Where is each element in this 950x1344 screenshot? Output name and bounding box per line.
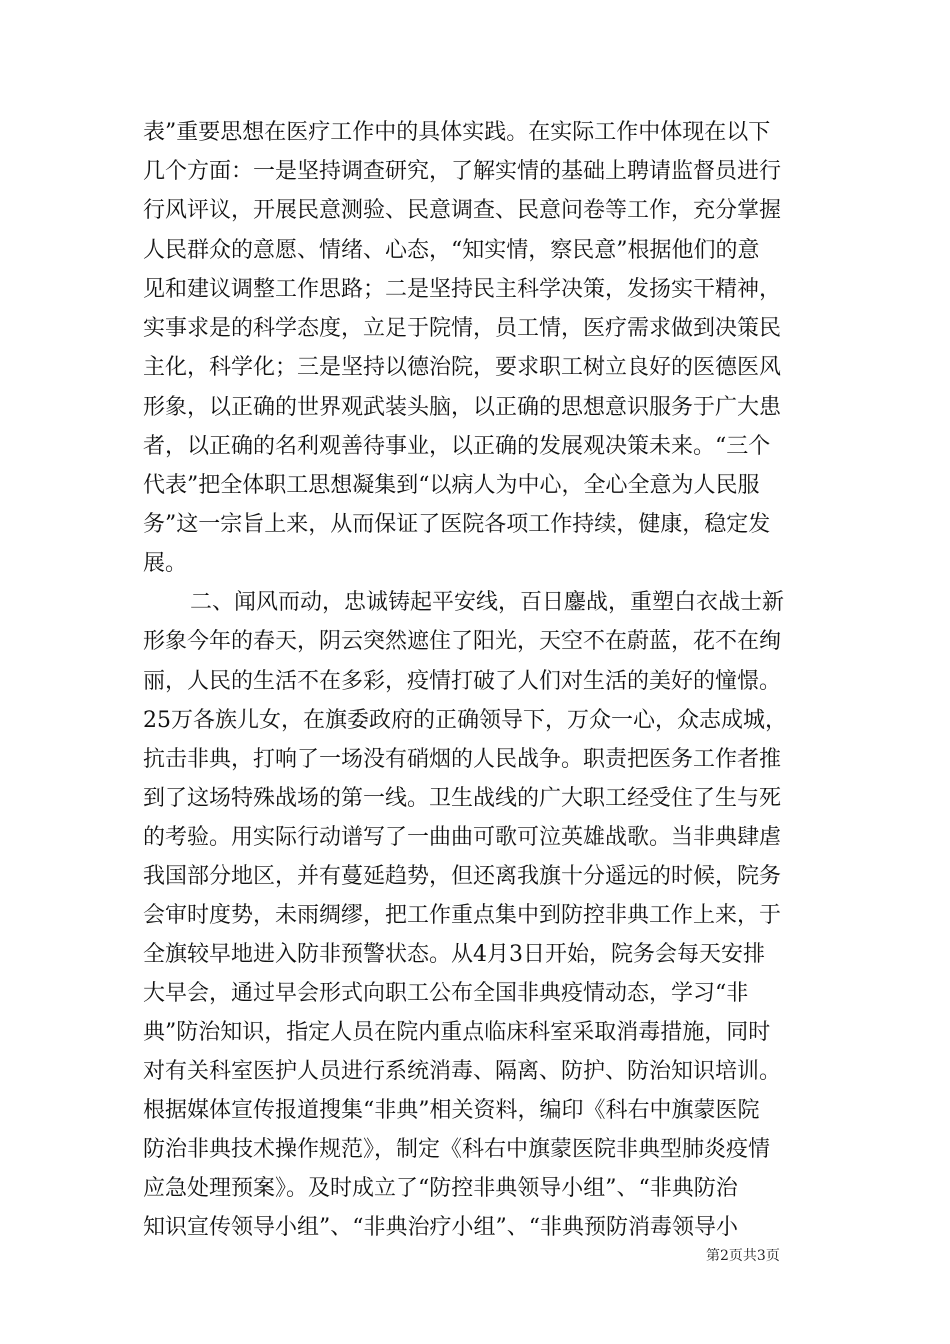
text-line: 的考验。用实际行动谱写了一曲曲可歌可泣英雄战歌。当非典肆虐 [143, 825, 782, 850]
text-line: 见和建议调整工作思路；二是坚持民主科学决策，发扬实干精神， [143, 277, 782, 302]
text-line: 会审时度势，未雨绸缪，把工作重点集中到防控非典工作上来，于 [143, 903, 782, 928]
text-line: 抗击非典，打响了一场没有硝烟的人民战争。职责把医务工作者推 [143, 747, 782, 772]
text-line: 全旗较早地进入防非预警状态。从4月3日开始，院务会每天安排 [143, 942, 765, 967]
text-line: 典”防治知识，指定人员在院内重点临床科室采取消毒措施，同时 [143, 1020, 771, 1045]
text-line: 对有关科室医护人员进行系统消毒、隔离、防护、防治知识培训。 [143, 1059, 782, 1084]
text-line: 我国部分地区，并有蔓延趋势，但还离我旗十分遥远的时候，院务 [143, 864, 782, 889]
text-line: 行风评议，开展民意测验、民意调查、民意问卷等工作，充分掌握 [143, 198, 782, 223]
text-line: 应急处理预案》。及时成立了“防控非典领导小组”、“非典防治 [143, 1176, 738, 1201]
text-line: 防治非典技术操作规范》，制定《科右中旗蒙医院非典型肺炎疫情 [143, 1137, 771, 1162]
text-line: 知识宣传领导小组”、“非典治疗小组”、“非典预防消毒领导小 [143, 1215, 738, 1240]
text-line: 根据媒体宣传报道搜集“非典”相关资料，编印《科右中旗蒙医院 [143, 1098, 760, 1123]
text-line: 大早会，通过早会形式向职工公布全国非典疫情动态，学习“非 [143, 981, 749, 1006]
text-line: 丽，人民的生活不在多彩，疫情打破了人们对生活的美好的憧憬。 [143, 669, 782, 694]
text-line: 形象，以正确的世界观武装头脑，以正确的思想意识服务于广大患 [143, 395, 782, 420]
text-line: 实事求是的科学态度，立足于院情，员工情，医疗需求做到决策民 [143, 316, 782, 341]
text-line: 形象今年的春天，阴云突然遮住了阳光，天空不在蔚蓝，花不在绚 [143, 629, 782, 654]
text-line: 务”这一宗旨上来，从而保证了医院各项工作持续，健康，稳定发 [143, 512, 771, 537]
text-line: 到了这场特殊战场的第一线。卫生战线的广大职工经受住了生与死 [143, 786, 782, 811]
text-line: 主化，科学化；三是坚持以德治院，要求职工树立良好的医德医风 [143, 355, 782, 380]
text-line: 展。 [143, 551, 188, 576]
text-line: 人民群众的意愿、情绪、心态，“知实情，察民意”根据他们的意 [143, 238, 760, 263]
text-line: 者，以正确的名利观善待事业，以正确的发展观决策未来。“三个 [143, 434, 771, 459]
text-line: 几个方面：一是坚持调查研究，了解实情的基础上聘请监督员进行 [143, 159, 782, 184]
text-line: 25万各族儿女，在旗委政府的正确领导下，万众一心，众志成城， [143, 708, 787, 733]
page-number: 第2页共3页 [706, 1248, 780, 1264]
text-line: 代表”把全体职工思想凝集到“以病人为中心，全心全意为人民服 [143, 473, 760, 498]
paragraph-heading: 二、闻风而动，忠诚铸起平安线，百日鏖战，重塑白衣战士新 [190, 590, 785, 615]
text-line: 表”重要思想在医疗工作中的具体实践。在实际工作中体现在以下 [143, 120, 771, 145]
